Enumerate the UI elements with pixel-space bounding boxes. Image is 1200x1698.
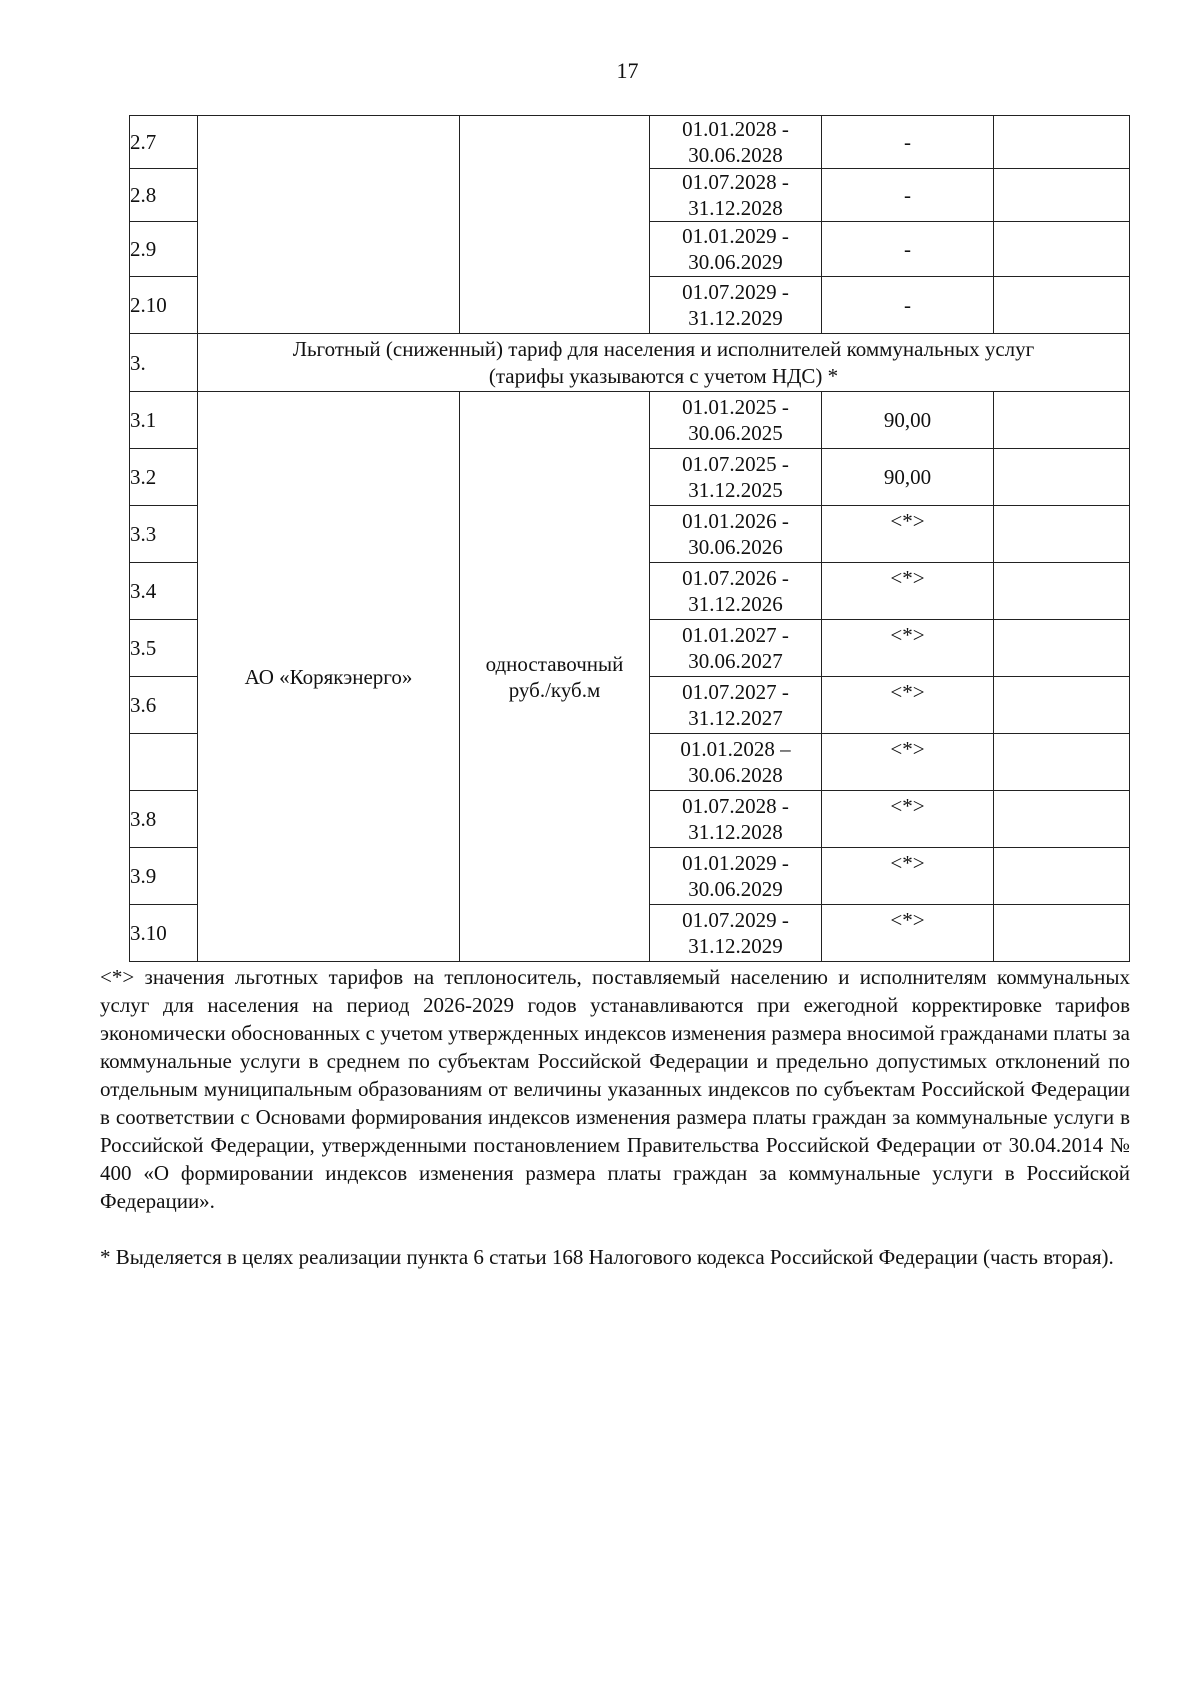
period-start: 01.01.2027 -	[682, 623, 789, 647]
empty-cell	[994, 791, 1130, 848]
period-cell	[650, 222, 822, 277]
period-cell	[650, 506, 822, 563]
tariff-value: -	[822, 222, 994, 277]
period-end: 30.06.2025	[688, 421, 783, 445]
period-start: 01.07.2026 -	[682, 566, 789, 590]
empty-cell	[994, 620, 1130, 677]
period-start: 01.07.2028 -	[682, 794, 789, 818]
row-number: 3.1	[130, 392, 198, 449]
period-end: 31.12.2028	[688, 196, 783, 220]
row-number: 3.8	[130, 791, 198, 848]
footnote-benefit-tariffs: <*> значения льготных тарифов на теплоноситель, поставляемый населению и исполнителям коммунальных услуг для населения на период 2026-2029 годов устанавливаются при ежегодной корректировке тарифов экономически обоснованных с учетом утвержденных индексов изменения размера вносимой гражданами платы за коммунальные услуги в среднем по субъектам Российской Федерации и предельно допустимых отклонений по отдельным муниципальным образованиям от величины указанных индексов по субъектам Российской Федерации в соответствии с Основами формирования индексов изменения размера платы граждан за коммунальные услуги в Российской Федерации, утвержденными постановлением Правительства Российской Федерации от 30.04.2014 № 400 «О формировании индексов изменения размера платы граждан за коммунальные услуги в Российской Федерации».	[100, 965, 1130, 1213]
table-row	[130, 116, 1130, 169]
period-start: 01.07.2029 -	[682, 280, 789, 304]
period-start: 01.01.2028 –	[680, 737, 791, 761]
row-number: 2.8	[130, 169, 198, 222]
period-start: 01.07.2029 -	[682, 908, 789, 932]
period-end: 30.06.2029	[688, 250, 783, 274]
tariff-value: -	[822, 169, 994, 222]
empty-cell	[994, 169, 1130, 222]
period-end: 30.06.2027	[688, 649, 783, 673]
section-title-line2: (тарифы указываются с учетом НДС) *	[488, 363, 839, 388]
tariff-value: <*>	[822, 905, 994, 962]
period-start: 01.01.2025 -	[682, 395, 789, 419]
tariff-value: -	[822, 277, 994, 334]
period-start: 01.01.2026 -	[682, 509, 789, 533]
tariff-value: <*>	[822, 734, 994, 791]
period-end: 31.12.2029	[688, 306, 783, 330]
period-cell	[650, 392, 822, 449]
tariff-table	[129, 115, 1130, 962]
page-number: 17	[616, 58, 639, 83]
period-start: 01.01.2029 -	[682, 851, 789, 875]
tariff-value: <*>	[822, 563, 994, 620]
period-cell	[650, 116, 822, 169]
row-number: 2.10	[130, 277, 198, 334]
period-cell	[650, 563, 822, 620]
period-cell	[650, 449, 822, 506]
footnotes	[100, 963, 1130, 1271]
section-title-line1: Льготный (сниженный) тариф для населения и исполнителей коммунальных услуг	[292, 336, 1035, 361]
tariff-value: 90,00	[822, 449, 994, 506]
row-number: 3.6	[130, 677, 198, 734]
row-number	[130, 734, 198, 791]
tariff-kind-type: одноставочный	[485, 651, 624, 676]
tariff-value: <*>	[822, 506, 994, 563]
empty-cell	[994, 677, 1130, 734]
period-end: 30.06.2029	[688, 877, 783, 901]
row-number: 2.7	[130, 116, 198, 169]
organization-name: АО «Корякэнерго»	[198, 392, 460, 962]
tariff-value: <*>	[822, 848, 994, 905]
row-number: 3.5	[130, 620, 198, 677]
empty-cell	[994, 449, 1130, 506]
empty-cell	[994, 848, 1130, 905]
tariff-value: <*>	[822, 791, 994, 848]
empty-cell	[994, 563, 1130, 620]
period-cell	[650, 277, 822, 334]
period-cell	[650, 677, 822, 734]
tariff-value: -	[822, 116, 994, 169]
period-start: 01.07.2027 -	[682, 680, 789, 704]
tariff-value: 90,00	[822, 392, 994, 449]
empty-cell	[994, 506, 1130, 563]
period-end: 31.12.2029	[688, 934, 783, 958]
period-cell	[650, 848, 822, 905]
row-number: 3.9	[130, 848, 198, 905]
period-cell	[650, 169, 822, 222]
period-start: 01.07.2025 -	[682, 452, 789, 476]
period-cell	[650, 620, 822, 677]
tariff-value: <*>	[822, 677, 994, 734]
period-end: 30.06.2028	[688, 143, 783, 167]
period-end: 31.12.2025	[688, 478, 783, 502]
period-start: 01.01.2028 -	[682, 117, 789, 141]
section-number: 3.	[130, 334, 198, 392]
period-end: 30.06.2026	[688, 535, 783, 559]
organization-cell-empty	[198, 116, 460, 334]
period-end: 31.12.2027	[688, 706, 783, 730]
empty-cell	[994, 734, 1130, 791]
empty-cell	[994, 116, 1130, 169]
section-title	[198, 334, 1130, 392]
empty-cell	[994, 277, 1130, 334]
empty-cell	[994, 222, 1130, 277]
row-number: 3.3	[130, 506, 198, 563]
period-end: 30.06.2028	[688, 763, 783, 787]
table-row	[130, 392, 1130, 449]
row-number: 3.4	[130, 563, 198, 620]
period-end: 31.12.2028	[688, 820, 783, 844]
empty-cell	[994, 392, 1130, 449]
section-header-row	[130, 334, 1130, 392]
period-start: 01.07.2028 -	[682, 170, 789, 194]
row-number: 2.9	[130, 222, 198, 277]
period-cell	[650, 791, 822, 848]
period-cell	[650, 734, 822, 791]
period-end: 31.12.2026	[688, 592, 783, 616]
period-start: 01.01.2029 -	[682, 224, 789, 248]
footnote-vat: * Выделяется в целях реализации пункта 6 статьи 168 Налогового кодекса Российской Федерации (часть вторая).	[100, 1245, 1114, 1269]
tariff-value: <*>	[822, 620, 994, 677]
tariff-kind-cell-empty	[460, 116, 650, 334]
empty-cell	[994, 905, 1130, 962]
row-number: 3.2	[130, 449, 198, 506]
row-number: 3.10	[130, 905, 198, 962]
tariff-kind-unit: руб./куб.м	[508, 677, 601, 702]
tariff-kind	[460, 392, 650, 962]
period-cell	[650, 905, 822, 962]
